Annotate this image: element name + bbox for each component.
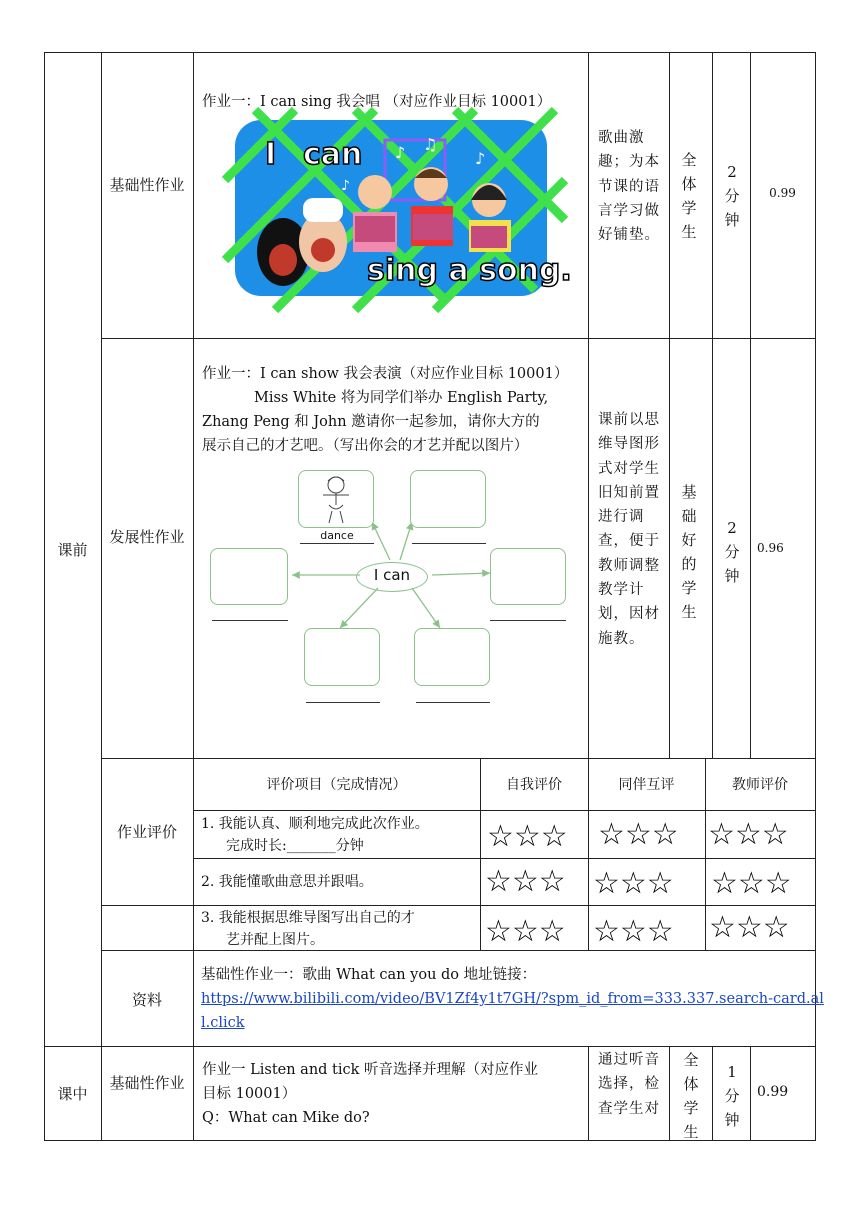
svg-text:sing a song.: sing a song. [367,253,572,288]
star-rating-peer-1[interactable]: ☆☆☆ [598,817,679,852]
resources-text: 基础性作业一：歌曲 What can you do 地址链接： [201,967,537,983]
resources-type-label: 资料 [131,991,162,1009]
resources-link-line1[interactable]: https://www.bilibili.com/video/BV1Zf4y1t7GH/?spm_id_from=333.337.search-card.al [201,991,824,1007]
mind-box-bottom-left[interactable] [304,628,380,686]
develop-score: 0.96 [757,541,784,555]
basic-purpose: 歌曲激趣；为本节课的语言学习做好铺垫。 [598,130,660,244]
mind-box-bottom-right[interactable] [414,628,490,686]
in-class-time: 1分钟 [724,1063,740,1129]
sing-song-image [235,120,572,296]
in-class-score: 0.99 [757,1084,789,1100]
eval-header-peer: 同伴互评 [618,777,675,793]
in-class-type-label: 基础性作业 [109,1074,185,1092]
in-class-purpose: 通过听音选择，检查学生对 [598,1052,660,1117]
basic-score: 0.99 [769,186,796,200]
eval-header-self: 自我评价 [506,777,562,793]
mind-center-text: I can [373,566,411,584]
star-rating-self-2[interactable]: ☆☆☆ [485,864,566,899]
star-rating-self-1[interactable]: ☆☆☆ [487,819,568,854]
in-class-content-line2: 目标 10001） [202,1086,297,1102]
basic-type-label: 基础性作业 [109,176,185,194]
basic-content-title: 作业一：I can sing 我会唱 （对应作业目标 10001） [202,94,552,110]
star-rating-peer-2[interactable]: ☆☆☆ [593,866,674,901]
eval-item-3-line1: 3. 我能根据思维导图写出自己的才 [201,910,415,926]
eval-header-item: 评价项目（完成情况） [266,777,407,793]
develop-content-line2: Miss White 将为同学们举办 English Party, [254,390,549,406]
eval-item-1-line1: 1. 我能认真、顺利地完成此次作业。 [201,816,429,832]
mind-box-right[interactable] [490,548,566,605]
eval-item-2-line1: 2. 我能懂歌曲意思并跟唱。 [201,874,373,890]
star-rating-teacher-2[interactable]: ☆☆☆ [711,866,792,901]
svg-text:♪: ♪ [475,149,486,168]
develop-content-line3: Zhang Peng 和 John 邀请你一起参加，请你大方的 [202,414,540,430]
mind-example-label: dance [320,529,354,542]
in-class-content-line3: Q：What can Mike do? [202,1110,370,1126]
svg-text:♪: ♪ [395,143,406,162]
basic-time: 2分钟 [724,163,740,229]
ballet-dancer-icon [299,471,373,527]
evaluation-type-label: 作业评价 [116,823,177,841]
eval-header-teacher: 教师评价 [732,777,788,793]
in-class-content-line1: 作业一 Listen and tick 听音选择并理解（对应作业 [202,1062,539,1078]
star-rating-teacher-1[interactable]: ☆☆☆ [708,817,789,852]
develop-type-label: 发展性作业 [109,528,185,546]
svg-text:can: can [303,137,363,172]
mind-box-top-right[interactable] [410,470,486,528]
resources-link-line2[interactable]: l.click [201,1015,245,1031]
section-pre-class: 课前 [57,541,88,559]
in-class-target: 全体学生 [683,1051,699,1141]
develop-purpose: 课前以思维导图形式对学生旧知前置进行调查，便于教师调整教学计划，因材施教。 [598,412,660,647]
svg-text:I: I [265,137,277,172]
eval-item-3-line2: 艺并配上图片。 [226,932,324,948]
mind-box-top-left[interactable] [298,470,374,528]
star-rating-self-3[interactable]: ☆☆☆ [485,914,566,949]
star-rating-teacher-3[interactable]: ☆☆☆ [709,910,790,945]
develop-content-line4: 展示自己的才艺吧。（写出你会的才艺并配以图片） [202,438,529,454]
basic-target: 全体学生 [681,151,697,241]
svg-text:♫: ♫ [423,135,438,154]
mind-box-left[interactable] [210,548,288,605]
section-in-class: 课中 [57,1085,88,1103]
develop-content-line1: 作业一：I can show 我会表演（对应作业目标 10001） [202,366,569,382]
svg-text:♪: ♪ [341,178,350,194]
eval-item-1-line2: 完成时长:_______分钟 [226,838,364,854]
star-rating-peer-3[interactable]: ☆☆☆ [593,914,674,949]
develop-time: 2分钟 [724,519,740,585]
develop-target: 基础好的学生 [681,483,697,621]
